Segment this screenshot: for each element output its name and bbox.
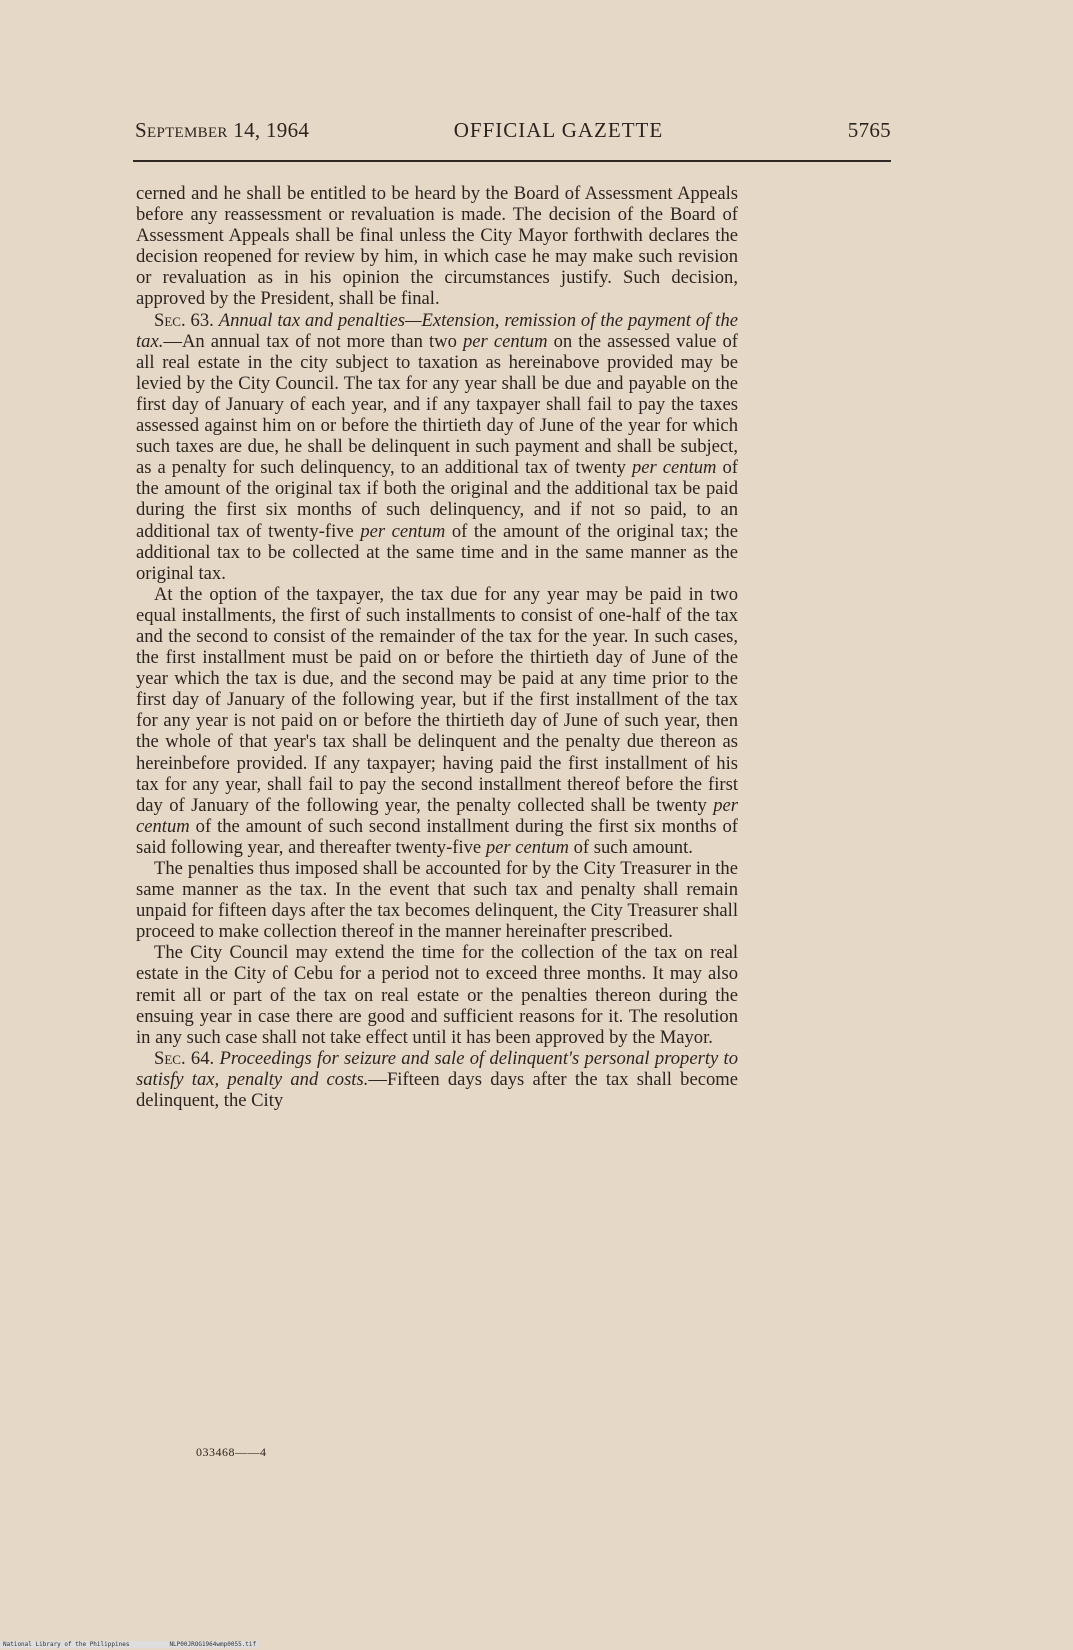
installments-text-1: At the option of the taxpayer, the tax due for any year may be paid in two equal installments, the first of such installments to consist of one-half of the tax and the second to consist of the remainder of the tax for the year. In such cases, the first installment must be paid on or before the thirtieth day of June of the year which the tax is due, and the second may be paid at any time prior to the first day of January of the following year, but if the first installment of the tax for any year is not paid on or before the thirtieth day of June of such year, then the whole of that year's tax shall be delinquent and the penalty due thereon as hereinbefore provided. If any taxpayer; having paid the first installment of his tax for any year, shall fail to pay the second installment thereof before the first day of January of the following year, the penalty collected shall be twenty: [136, 583, 738, 816]
installments-text-3: of such amount.: [568, 836, 693, 858]
scan-filename: NLP00JROG1964wmp0055.tif: [169, 1641, 257, 1648]
footer-print-code: 033468——4: [196, 1445, 267, 1459]
scan-library: National Library of the Philippines: [3, 1641, 130, 1648]
paragraph-extension: The City Council may extend the time for the collection of the tax on real estate in the City of Cebu for a period not to exceed three months. It may also remit all or part of the tax on real estate or the penalties thereon during the ensuing year in case there are good and sufficient reasons for it. The resolution in any such case shall not take effect until it has been approved by the Mayor.: [136, 942, 738, 1048]
section-64-text-1: —Fifteen days days after the tax shall become delinquent, the City: [136, 1068, 738, 1112]
installments-italic-2: per centum: [485, 836, 569, 858]
scan-attribution: [0, 1641, 259, 1648]
section-63-text-1: —An annual tax of not more than two: [163, 330, 463, 352]
section-63-text-4: of the amount of the original tax; the additional tax to be collected at the same time and in the same manner as the original tax.: [136, 520, 738, 584]
page-header: [135, 118, 891, 154]
header-rule: [133, 160, 891, 162]
section-64-heading: Proceedings for seizure and sale of delinquent's personal property to satisfy tax, penalty and costs.: [136, 1047, 738, 1090]
header-page-number: 5765: [847, 118, 891, 142]
section-63-italic-3: per centum: [360, 520, 446, 542]
header-publication-title: OFFICIAL GAZETTE: [453, 118, 664, 142]
section-64-label: Sec. 64.: [154, 1047, 215, 1069]
section-63-italic-2: per centum: [631, 457, 717, 479]
paragraph-continuation: cerned and he shall be entitled to be heard by the Board of Assessment Appeals before any reassessment or revaluation is made. The decision of the Board of Assessment Appeals shall be final unless the City Mayor forthwith declares the decision reopened for review by him, in which case he may make such revision or revaluation as in his opinion the circumstances justify. Such decision, approved by the President, shall be final.: [136, 183, 738, 310]
section-63-label: Sec. 63.: [154, 309, 214, 331]
section-63-heading: Annual tax and penalties—Extension, remission of the payment of the tax.: [136, 309, 738, 352]
paragraph-penalties: The penalties thus imposed shall be accounted for by the City Treasurer in the same manner as the tax. In the event that such tax and penalty shall remain unpaid for fifteen days after the tax becomes delinquent, the City Treasurer shall proceed to make collection thereof in the manner hereinafter prescribed.: [136, 858, 738, 943]
header-date: September 14, 1964: [135, 118, 310, 142]
body-text: [136, 183, 738, 1111]
installments-text-2: of the amount of such second installment during the first six months of said following year, and thereafter twenty-five: [136, 815, 738, 858]
section-63-italic-1: per centum: [462, 330, 548, 352]
paragraph-installments: [136, 584, 738, 858]
section-63-text-2: on the assessed value of all real estate in the city subject to taxation as hereinabove provided may be levied by the City Council. The tax for any year shall be due and payable on the first day of January of each year, and if any taxpayer shall fail to pay the taxes assessed against him on or before the thirtieth day of June of the year for which such taxes are due, he shall be delinquent in such payment and shall be subject, as a penalty for such delinquency, to an additional tax of twenty: [136, 330, 738, 479]
section-63-text-3: of the amount of the original tax if both the original and the additional tax be paid during the first six months of such delinquency, and if not so paid, to an additional tax of twenty-five: [136, 457, 738, 542]
section-63: [136, 310, 738, 584]
installments-italic-1: per centum: [136, 794, 738, 837]
section-64: [136, 1048, 738, 1111]
